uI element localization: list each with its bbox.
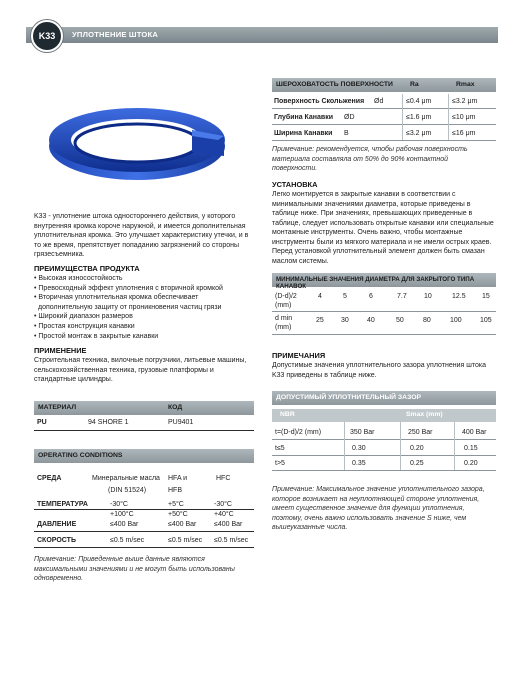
list-item: дополнительную защиту от проникновения частиц грязи [38,303,222,311]
medium-hfa: HFA и [168,475,188,482]
roughness-row-rmax: ≤16 μm [452,130,476,137]
gap-cell: 350 Bar [350,429,375,436]
gap-cell: 0.20 [464,460,478,467]
temp-2-max: +50°C [168,511,188,518]
temp-3-min: -30°C [214,501,232,508]
material-code: PU9401 [168,419,194,426]
roughness-row-label: Поверхность Скольжения [274,98,365,105]
gap-smax-header: Smax (mm) [406,411,443,418]
list-item: • Простой монтаж в закрытые канавки [34,332,159,340]
min-diam-cell: 25 [316,317,324,324]
min-diam-cell: 10 [424,293,432,300]
temp-3-max: +40°C [214,511,234,518]
gap-note: Примечание: Максимальное значение уплотнительного зазора, которое возникает на неуплотняющей стороне уплотнения, имеет существенное значение для функции уплотнения, поэтому, очень важно использовать значение S ниже, чем вышеуказанные числа. [272,486,485,531]
material-cell: PU [37,419,47,426]
list-item: • Превосходный эффект уплотнения с вторичной кромкой [34,284,223,292]
roughness-table-header [272,78,496,92]
speed-3: ≤0.5 m/sec [214,537,249,544]
gap-row-label: t>5 [275,460,285,467]
speed-1: ≤0.5 m/sec [110,537,145,544]
min-diam-cell: 15 [482,293,490,300]
intro-text: K33 - уплотнение штока одностороннего действия, у которого внутренняя кромка короче наружной, и имеется дополнительная уплотнительная кромка. Это улучшает характеристику утечки, и в то же время, препятствует попаданию загрязнений со стороны грязесъемника. [34,213,249,258]
temp-1-max: +100°C [110,511,134,518]
roughness-row-sym: Ød [374,98,384,105]
pressure-label: ДАВЛЕНИЕ [37,521,77,528]
roughness-note: Примечание: рекомендуется, чтобы рабочая поверхность материала составляла от 50% до 90% контактной поверхности. [272,146,468,172]
seal-ring-image [42,100,232,188]
pressure-3: ≤400 Bar [214,521,243,528]
min-diam-cell: 30 [341,317,349,324]
min-diam-cell: 7.7 [397,293,407,300]
min-diam-row2-label: d min [275,315,293,322]
min-diameter-header [272,273,496,290]
material-col-header: МАТЕРИАЛ [38,404,77,411]
min-diameter-title: МИНИМАЛЬНЫЕ ЗНАЧЕНИЯ ДИАМЕТРА ДЛЯ ЗАКРЫТОГО ТИПА КАНАВОК [276,276,475,290]
notes-text: Допустимые значения уплотнительного зазора уплотнения штока K33 приведены в таблице ниже. [272,362,486,379]
list-item: • Широкий диапазон размеров [34,313,133,321]
roughness-col-header: ШЕРОХОВАТОСТЬ ПОВЕРХНОСТИ [276,81,393,88]
gap-cell: 0.35 [352,460,366,467]
medium-mineral-oil-din: (DIN 51524) [108,487,147,494]
gap-cell: 0.15 [464,445,478,452]
min-diam-row2-unit: (mm) [275,324,292,331]
roughness-row-rmax: ≤3.2 μm [452,98,478,105]
gap-nbr-header: NBR [280,411,295,418]
min-diam-cell: 4 [318,293,322,300]
roughness-row-ra: ≤0.4 μm [406,98,432,105]
material-hardness: 94 SHORE 1 [88,419,129,426]
gap-table-title: ДОПУСТИМЫЙ УПЛОТНИТЕЛЬНЫЙ ЗАЗОР [276,394,422,401]
advantages-list [34,274,254,341]
ra-col-header: Ra [410,81,419,88]
medium-hfb: HFB [168,487,182,494]
list-item: • Простая конструкция канавки [34,322,135,330]
gap-row-label: t≤5 [275,445,285,452]
roughness-row-sym: B [344,130,349,137]
advantages-title: ПРЕИМУЩЕСТВА ПРОДУКТА [34,264,140,273]
min-diam-cell: 5 [343,293,347,300]
list-item: • Вторичная уплотнительная кромка обеспечивает [34,294,199,302]
installation-text: Легко монтируется в закрытые канавки в соответствии с минимальными значениями диаметра, которые приведены в таблице ниже. При значениях, превышающих приведенные в таблице, следует использовать открытые канавки или специальные монтажные инструменты. Очень важно, чтобы монтажные инструменты были из мягкого материала и не имели острых краев. Перед установкой уплотнительный элемент должен быть смазан маслом системы. [272,191,494,265]
product-code-badge: K33 [31,20,63,52]
min-diam-cell: 100 [450,317,462,324]
gap-cell: 0.25 [410,460,424,467]
gap-cell: 400 Bar [462,429,487,436]
min-diam-cell: 12.5 [452,293,466,300]
speed-2: ≤0.5 m/sec [168,537,203,544]
gap-table-header [272,391,496,405]
speed-label: СКОРОСТЬ [37,537,76,544]
operating-conditions-title: OPERATING CONDITIONS [38,452,123,459]
gap-cell: 250 Bar [408,429,433,436]
min-diam-cell: 6 [369,293,373,300]
roughness-row-ra: ≤1.6 μm [406,114,432,121]
notes-title: ПРИМЕЧАНИЯ [272,351,326,360]
medium-hfc: HFC [216,475,231,482]
gap-subheader [272,409,496,422]
application-text: Строительная техника, вилочные погрузчики, литьевые машины, сельскохозяйственная техника, грузовые платформы и стандартные цилиндры. [34,357,247,383]
min-diam-cell: 50 [396,317,404,324]
installation-title: УСТАНОВКА [272,180,318,189]
roughness-row-label: Ширина Канавки [274,130,333,137]
roughness-row-rmax: ≤10 μm [452,114,476,121]
rmax-col-header: Rmax [456,81,475,88]
roughness-row-sym: ØD [344,114,355,121]
pressure-2: ≤400 Bar [168,521,197,528]
code-col-header: КОД [168,404,183,411]
application-title: ПРИМЕНЕНИЕ [34,346,87,355]
roughness-row-label: Глубина Канавки [274,114,334,121]
page-title: УПЛОТНЕНИЕ ШТОКА [72,30,159,39]
gap-cell: 0.30 [352,445,366,452]
min-diam-row1-label: (D-d)/2 [275,293,297,300]
gap-row-label: t=(D-d)/2 (mm) [275,429,322,436]
min-diam-cell: 40 [367,317,375,324]
temperature-label: ТЕМПЕРАТУРА [37,501,88,508]
min-diam-cell: 105 [480,317,492,324]
list-item: • Высокая износостойкость [34,275,123,282]
gap-cell: 0.20 [410,445,424,452]
min-diam-cell: 80 [423,317,431,324]
temp-2-min: +5°C [168,501,184,508]
medium-mineral-oil: Минеральные масла [92,475,160,482]
material-table-header [34,401,254,415]
medium-label: СРЕДА [37,475,62,482]
temp-1-min: -30°C [110,501,128,508]
min-diam-row1-unit: (mm) [275,302,292,309]
operating-note: Примечание: Приведенные выше данные являются максимальными значениями и не могут быть использованы одновременно. [34,556,235,582]
pressure-1: ≤400 Bar [110,521,139,528]
operating-conditions-header [34,449,254,463]
roughness-row-ra: ≤3.2 μm [406,130,432,137]
